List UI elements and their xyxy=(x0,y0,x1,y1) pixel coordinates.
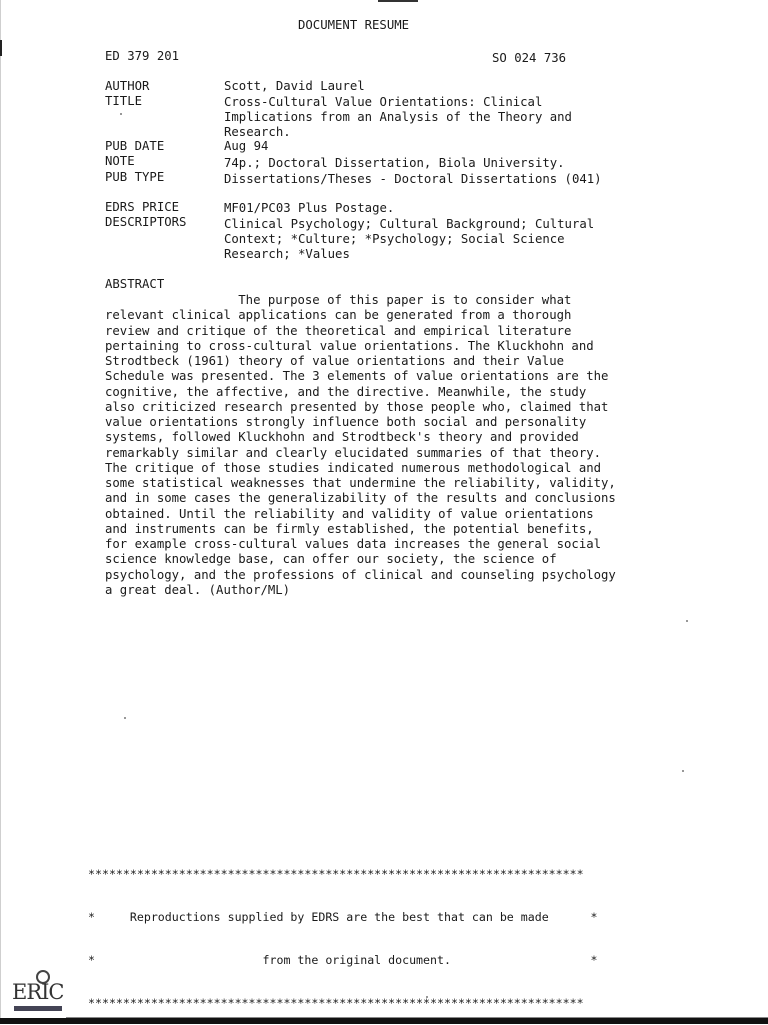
scan-speck xyxy=(120,113,122,115)
pub-type-value: Dissertations/Theses - Doctoral Dissertations (041) xyxy=(224,172,602,186)
edrs-price-value: MF01/PC03 Plus Postage. xyxy=(224,201,395,215)
scan-speck xyxy=(682,770,684,772)
scan-speck xyxy=(124,717,126,719)
banner-line-1: * Reproductions supplied by EDRS are the best that can be made * xyxy=(88,910,598,925)
banner-stars-top: *********************************************************************** xyxy=(88,866,584,881)
pub-date-value: Aug 94 xyxy=(224,139,269,153)
title-value: Cross-Cultural Value Orientations: Clinical Implications from an Analysis of the Theory and Research. xyxy=(224,95,572,140)
so-number: SO 024 736 xyxy=(492,51,567,65)
eric-logo xyxy=(10,968,66,1016)
banner-line-2: * from the original document. * xyxy=(88,953,598,968)
descriptors-label: DESCRIPTORS xyxy=(105,215,187,229)
descriptors-value: Clinical Psychology; Cultural Background; Cultural Context; *Culture; *Psychology; Social Science Research; *Values xyxy=(224,217,595,262)
eric-logo-text: ERIC xyxy=(12,980,64,1004)
ed-number: ED 379 201 xyxy=(105,49,180,63)
note-value: 74p.; Doctoral Dissertation, Biola University. xyxy=(224,156,565,170)
pub-type-label: PUB TYPE xyxy=(105,170,165,184)
scan-speck xyxy=(686,620,688,622)
title-label: TITLE xyxy=(105,94,143,108)
page-edge xyxy=(0,0,1,1024)
note-label: NOTE xyxy=(105,154,135,168)
eric-logo-bar xyxy=(14,1006,62,1011)
reproduction-banner xyxy=(88,838,598,1025)
scan-mark xyxy=(378,0,418,2)
scan-mark xyxy=(0,40,2,56)
edrs-price-label: EDRS PRICE xyxy=(105,200,180,214)
abstract-text: The purpose of this paper is to consider what relevant clinical applications can be generated from a thorough review and critique of the theoretical and empirical literature pertaining to cross-cultural value orientations. The Kluckhohn and Strodtbeck (1961) theory of value orientations and their Value Schedule was presented. The 3 elements of value orientations are the cognitive, the affective, and the directive. Meanwhile, the study also criticized research presented by those people who, claimed that value orientations strongly influence both social and personality systems, followed Kluckhohn and Strodtbeck's theory and provided remarkably similar and clearly elucidated summaries of that theory. The critique of those studies indicated numerous methodological and some statistical weaknesses that undermine the reliability, validity, and in some cases the generalizability of the results and conclusions obtained. Until the reliability and validity of value orientations and instruments can be firmly established, the potential benefits, for example cross-cultural values data increases the general social science knowledge base, can offer our society, the science of psychology, and the professions of clinical and counseling psychology a great deal. (Author/ML) xyxy=(105,293,616,597)
pub-date-label: PUB DATE xyxy=(105,139,165,153)
author-label: AUTHOR xyxy=(105,79,150,93)
abstract-label: ABSTRACT xyxy=(105,277,165,291)
author-value: Scott, David Laurel xyxy=(224,79,365,93)
banner-stars-bottom: *********************************************************************** xyxy=(88,996,584,1011)
document-title: DOCUMENT RESUME xyxy=(298,18,410,32)
